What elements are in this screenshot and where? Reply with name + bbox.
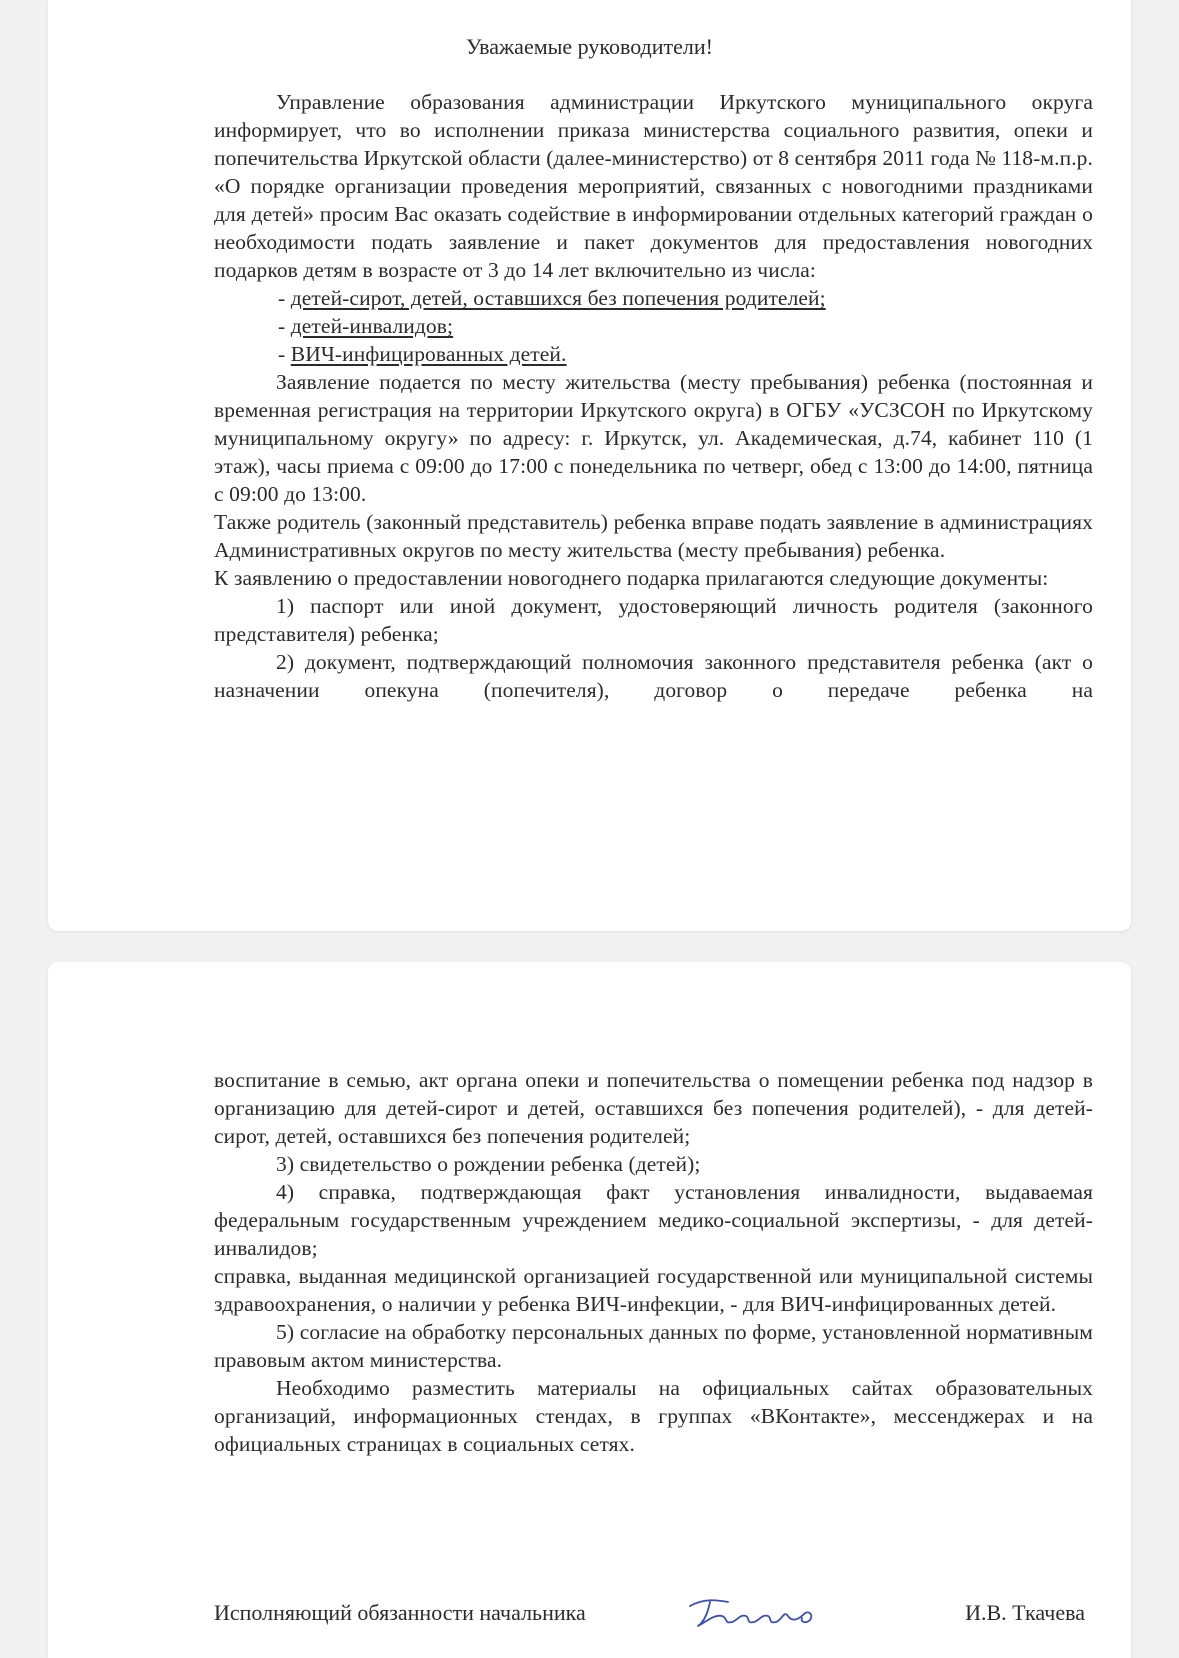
- category-disabled: детей-инвалидов;: [290, 314, 454, 338]
- closing-paragraph: Необходимо разместить материалы на официальных сайтах образовательных организаций, информационных стендах, в группах «ВКонтакте», мессенджерах и на официальных страницах в социальных сетях.: [214, 1376, 1093, 1456]
- parent-option-paragraph: Также родитель (законный представитель) ребенка вправе подать заявление в администрациях Административных округов по месту жительства (месту пребывания) ребенка.: [214, 510, 1093, 562]
- signatory-name: И.В. Ткачева: [965, 1600, 1085, 1625]
- application-info-paragraph: Заявление подается по месту жительства (месту пребывания) ребенка (постоянная и временная регистрация на территории Иркутского округа) в ОГБУ «УСЗСОН по Иркутскому муниципальному округу» по адресу: г. Иркутск, ул. Академическая, д.74, кабинет 110 (1 этаж), часы приема с 09:00 до 17:00 с понедельника по четверг, обед с 13:00 до 14:00, пятница с 09:00 до 13:00.: [214, 370, 1093, 506]
- document-item-3: 3) свидетельство о рождении ребенка (детей);: [276, 1152, 701, 1176]
- signature-block: [214, 1592, 1093, 1632]
- document-item-1: 1) паспорт или иной документ, удостоверяющий личность родителя (законного представителя) ребенка;: [214, 594, 1093, 646]
- document-item-2-start: 2) документ, подтверждающий полномочия законного представителя ребенка (акт о назначении опекуна (попечителя), договор о передаче ребенка на: [214, 650, 1093, 702]
- document-item-4-hiv: справка, выданная медицинской организацией государственной или муниципальной системы здравоохранения, о наличии у ребенка ВИЧ-инфекции, - для ВИЧ-инфицированных детей.: [214, 1264, 1093, 1316]
- category-item: - детей-инвалидов;: [278, 314, 454, 338]
- page-2-body: [214, 1066, 1093, 1458]
- document-item-2-end: воспитание в семью, акт органа опеки и попечительства о помещении ребенка под надзор в организацию для детей-сирот и детей, оставшихся без попечения родителей), - для детей-сирот, детей, оставшихся без попечения родителей;: [214, 1068, 1093, 1148]
- document-page-1: [48, 0, 1131, 931]
- category-item: - ВИЧ-инфицированных детей.: [278, 342, 567, 366]
- page-1-body: [214, 88, 1093, 704]
- signature-title: Исполняющий обязанности начальника: [214, 1600, 586, 1625]
- category-item: - детей-сирот, детей, оставшихся без попечения родителей;: [278, 286, 826, 310]
- handwritten-signature: [684, 1592, 824, 1632]
- document-item-5: 5) согласие на обработку персональных данных по форме, установленной нормативным правовым актом министерства.: [214, 1320, 1093, 1372]
- letter-greeting: Уважаемые руководители!: [466, 34, 713, 59]
- document-page-2: [48, 962, 1131, 1658]
- documents-intro-paragraph: К заявлению о предоставлении новогоднего подарка прилагаются следующие документы:: [214, 566, 1049, 590]
- document-item-4: 4) справка, подтверждающая факт установления инвалидности, выдаваемая федеральным государственным учреждением медико-социальной экспертизы, - для детей-инвалидов;: [214, 1180, 1093, 1260]
- category-hiv: ВИЧ-инфицированных детей.: [290, 342, 567, 366]
- category-orphans: детей-сирот, детей, оставшихся без попечения родителей;: [290, 286, 826, 310]
- intro-paragraph: Управление образования администрации Иркутского муниципального округа информирует, что во исполнении приказа министерства социального развития, опеки и попечительства Иркутской области (далее-министерство) от 8 сентября 2011 года № 118-м.п.р. «О порядке организации проведения мероприятий, связанных с новогодними праздниками для детей» просим Вас оказать содействие в информировании отдельных категорий граждан о необходимости подать заявление и пакет документов для предоставления новогодних подарков детям в возрасте от 3 до 14 лет включительно из числа:: [214, 90, 1093, 282]
